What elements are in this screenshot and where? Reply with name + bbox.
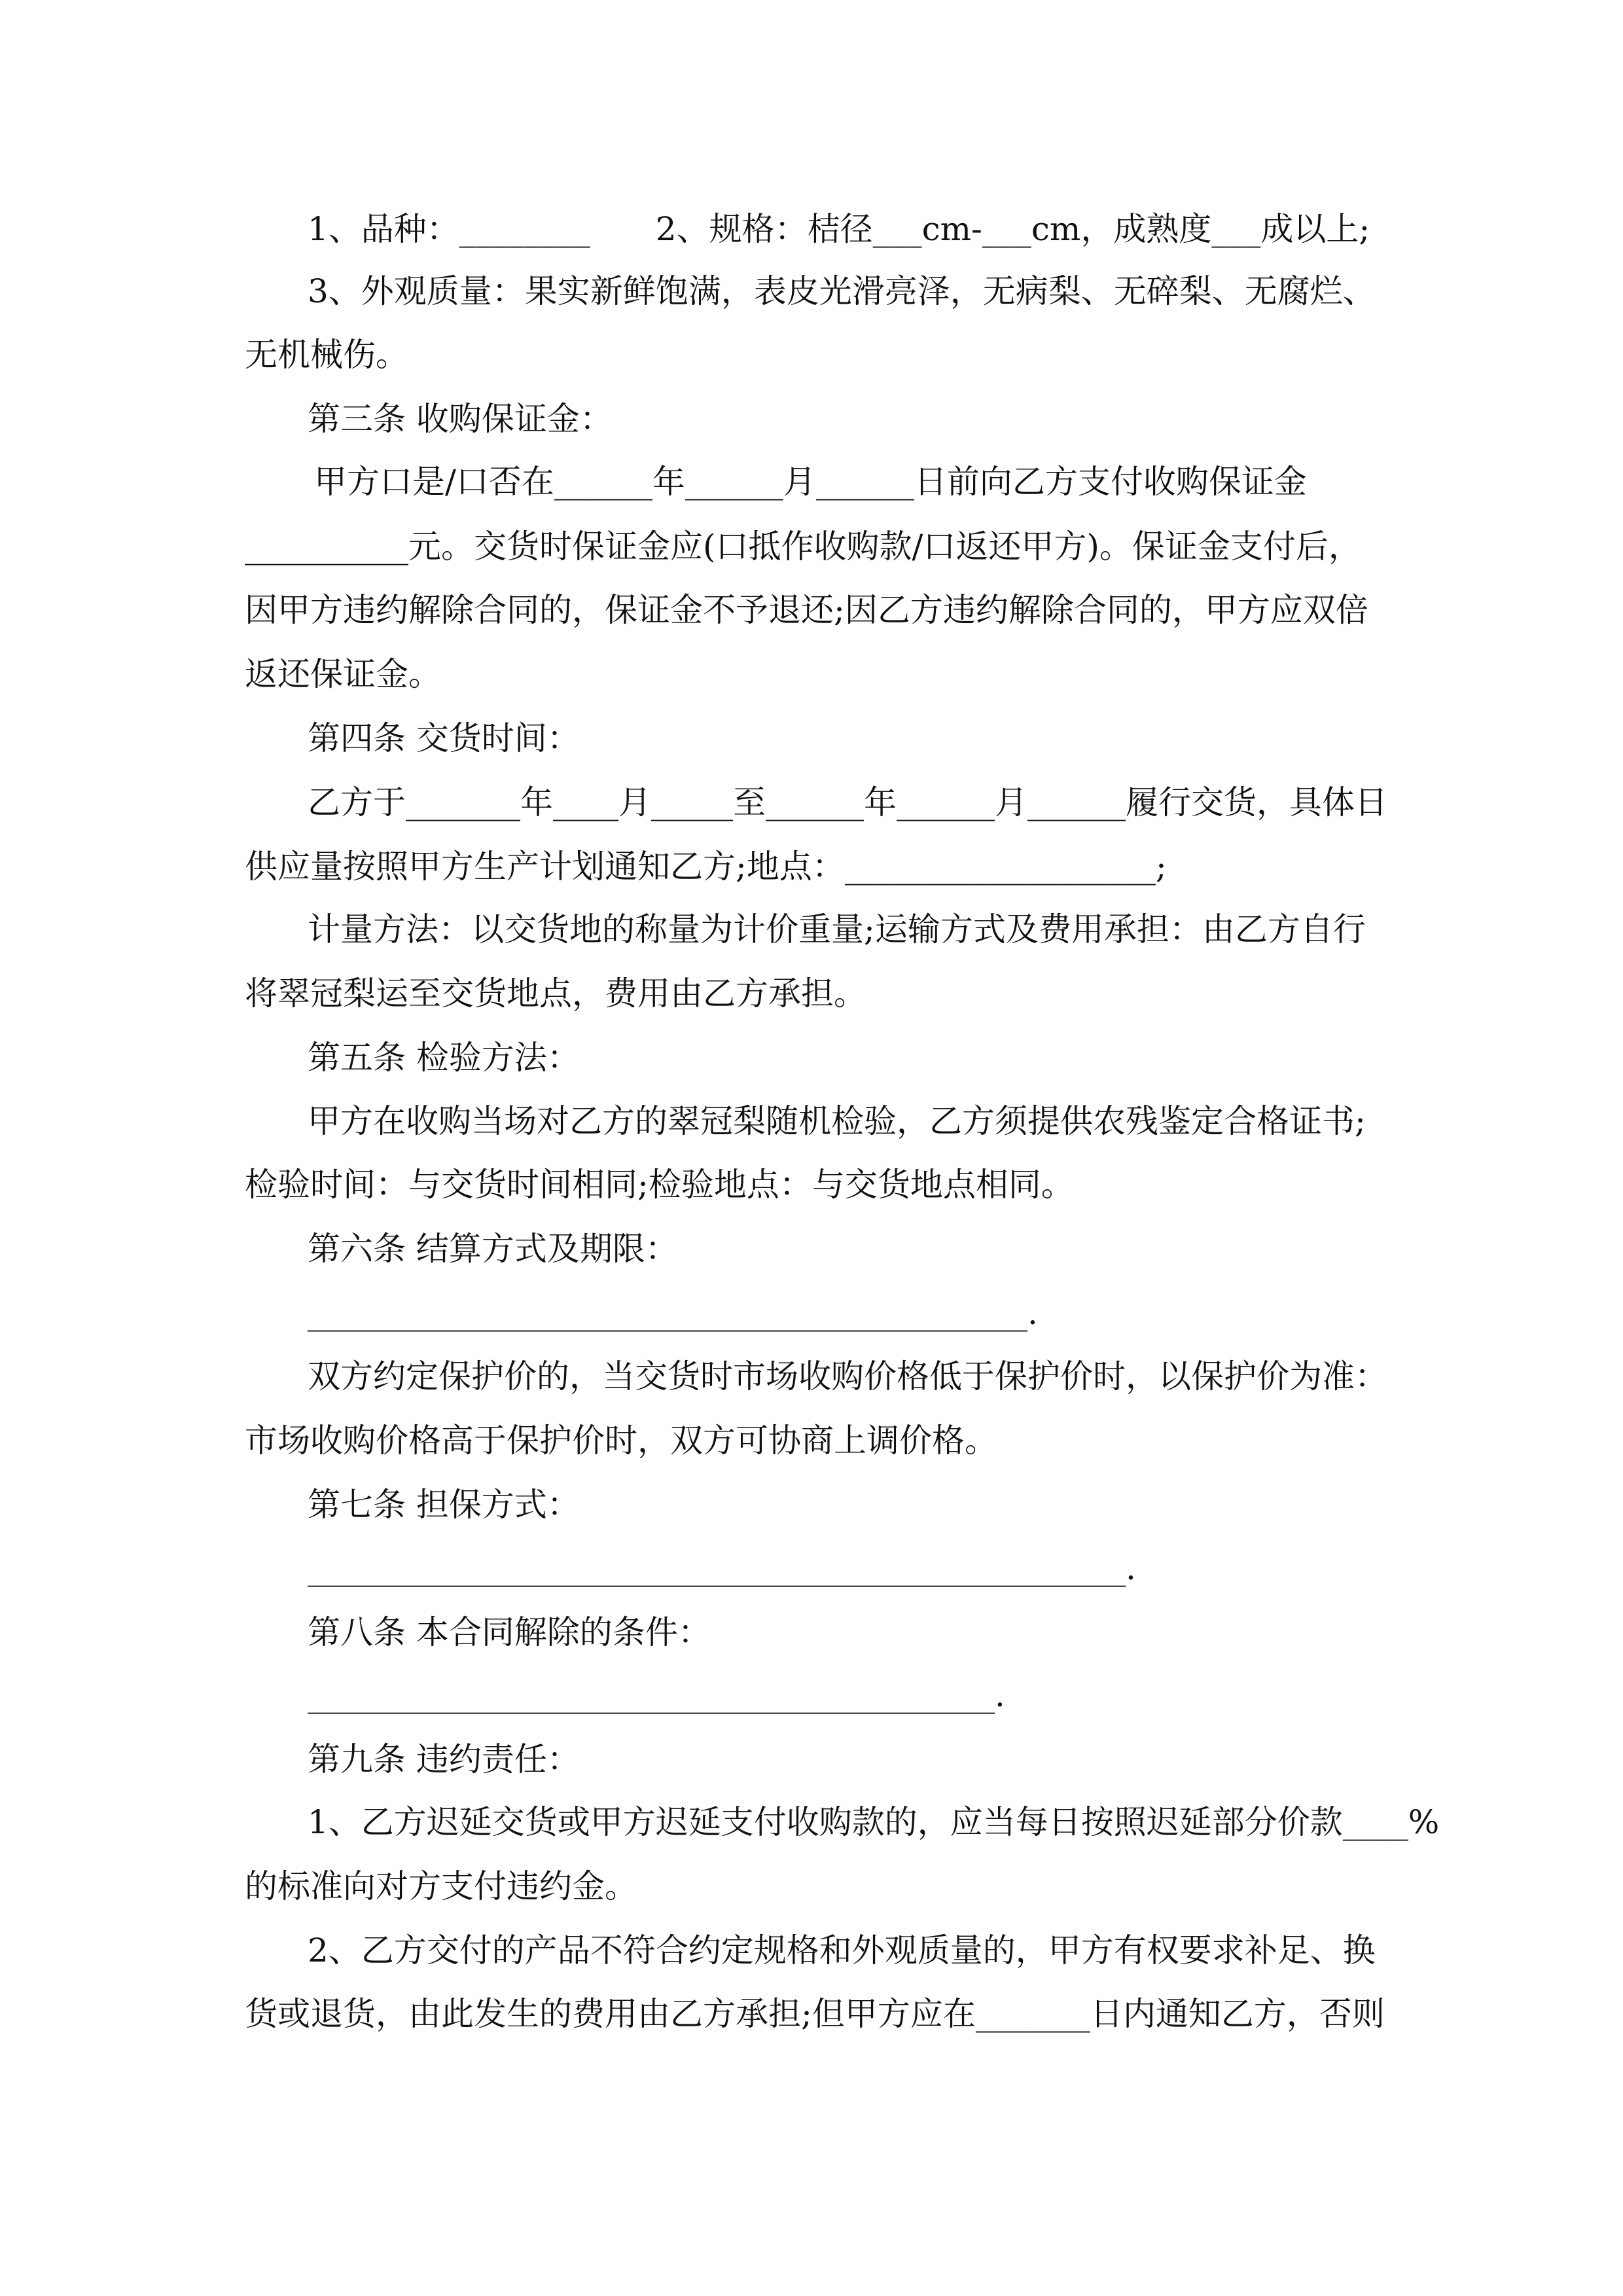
text-line: 1、品种：________ 2、规格：桔径___cm-___cm，成熟度___成以上; (308, 210, 1370, 248)
text-line: 计量方法：以交货地的称量为计价重量;运输方式及费用承担：由乙方自行 (308, 910, 1366, 948)
blank-line: __________________________________________. (308, 1676, 1005, 1714)
text-line: 市场收购价格高于保护价时，双方可协商上调价格。 (245, 1422, 997, 1460)
text-line: 将翠冠梨运至交货地点，费用由乙方承担。 (245, 975, 866, 1013)
section-heading: 第三条 收购保证金： (308, 400, 613, 438)
section-heading: 第四条 交货时间： (308, 719, 580, 757)
text-line: 无机械伤。 (245, 336, 408, 374)
section-heading: 第五条 检验方法： (308, 1039, 580, 1077)
text-line: 返还保证金。 (245, 655, 441, 693)
section-heading: 第七条 担保方式： (308, 1486, 580, 1524)
text-line: 1、乙方迟延交货或甲方迟延支付收购款的，应当每日按照迟延部分价款____% (308, 1803, 1440, 1841)
text-line: 甲方在收购当场对乙方的翠冠梨随机检验，乙方须提供农残鉴定合格证书; (308, 1102, 1366, 1140)
text-line: 检验时间：与交货时间相同;检验地点：与交货地点相同。 (245, 1166, 1074, 1204)
blank-line: ____________________________________________. (308, 1294, 1038, 1332)
blank-line: __________________________________________________. (308, 1549, 1136, 1587)
section-heading: 第六条 结算方式及期限： (308, 1230, 678, 1268)
text-line: 3、外观质量：果实新鲜饱满，表皮光滑亮泽，无病梨、无碎梨、无腐烂、 (308, 272, 1376, 310)
text-line: 甲方口是/口否在______年______月______日前向乙方支付收购保证金 (314, 463, 1307, 501)
text-line: 的标准向对方支付违约金。 (245, 1867, 637, 1905)
text-line: __________元。交货时保证金应(口抵作收购款/口返还甲方)。保证金支付后， (245, 528, 1361, 565)
text-line: 供应量按照甲方生产计划通知乙方;地点：___________________; (245, 848, 1167, 886)
text-line: 货或退货，由此发生的费用由乙方承担;但甲方应在_______日内通知乙方，否则 (245, 1995, 1385, 2033)
section-heading: 第九条 违约责任： (308, 1740, 580, 1778)
text-line: 因甲方违约解除合同的，保证金不予退还;因乙方违约解除合同的，甲方应双倍 (245, 591, 1368, 629)
text-line: 双方约定保护价的，当交货时市场收购价格低于保护价时，以保护价为准： (308, 1357, 1387, 1395)
section-heading: 第八条 本合同解除的条件： (308, 1613, 711, 1651)
text-line: 2、乙方交付的产品不符合约定规格和外观质量的，甲方有权要求补足、换 (308, 1931, 1376, 1969)
text-line: 乙方于_______年____月_____至______年______月______履行交货，具体日 (308, 783, 1387, 821)
